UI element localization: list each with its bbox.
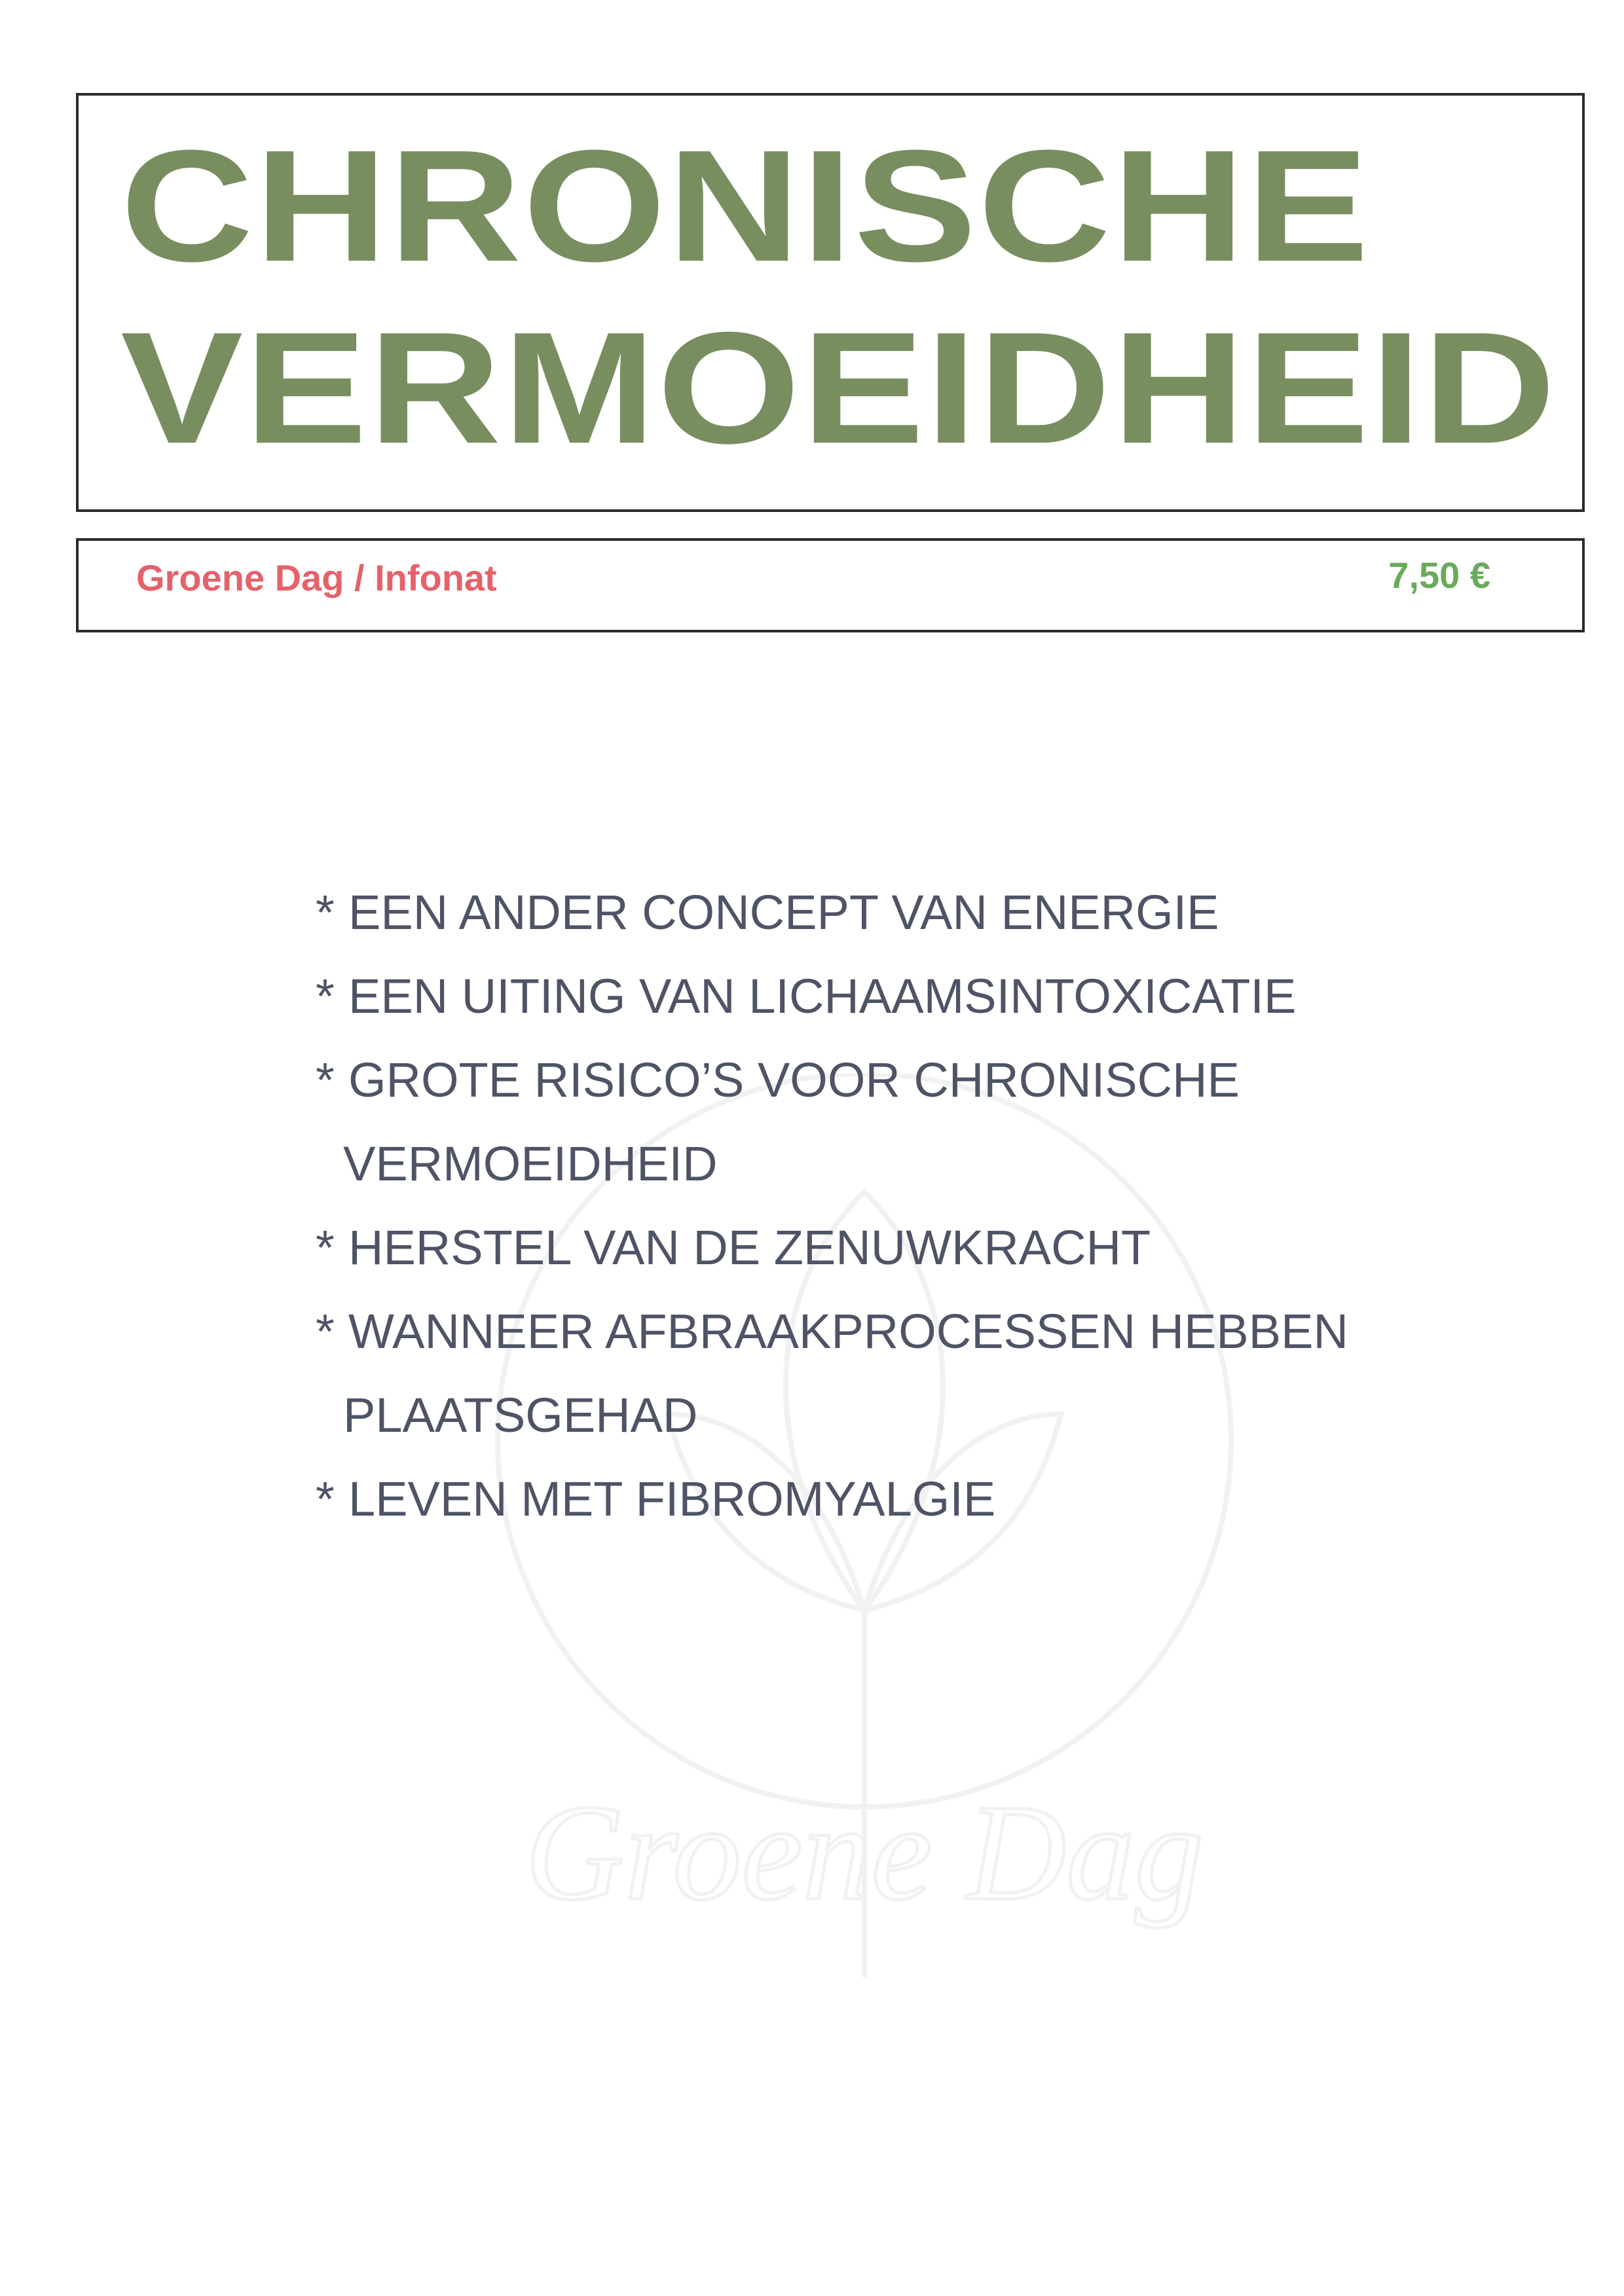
bullet-marker: * — [316, 1220, 335, 1275]
topic-item — [316, 1457, 1468, 1541]
topic-item — [316, 1290, 1468, 1457]
bullet-marker: * — [316, 1304, 335, 1358]
topic-text: LEVEN MET FIBROMYALGIE — [348, 1472, 996, 1526]
info-bar — [76, 538, 1585, 632]
topic-text: PLAATSGEHAD — [343, 1388, 698, 1442]
topic-text: EEN ANDER CONCEPT VAN ENERGIE — [348, 885, 1219, 939]
publisher-label: Groene Dag / Infonat — [136, 557, 497, 598]
topic-item — [316, 871, 1468, 955]
bullet-marker: * — [316, 1472, 335, 1526]
topic-text: EEN UITING VAN LICHAAMSINTOXICATIE — [348, 969, 1297, 1023]
title-line-2: VERMOEIDHEID — [120, 299, 1557, 477]
topic-item — [316, 955, 1468, 1038]
topic-text: VERMOEIDHEID — [343, 1137, 718, 1191]
topic-text: HERSTEL VAN DE ZENUWKRACHT — [348, 1220, 1151, 1275]
bullet-marker: * — [316, 969, 335, 1023]
bullet-marker: * — [316, 1053, 335, 1107]
title-line-1: CHRONISCHE — [120, 117, 1371, 295]
topic-text: GROTE RISICO’S VOOR CHRONISCHE — [348, 1053, 1240, 1107]
watermark-text: Groene Dag — [525, 1777, 1204, 1929]
topic-list — [316, 871, 1468, 1541]
topic-item — [316, 1038, 1468, 1206]
topic-item — [316, 1206, 1468, 1290]
topic-text: WANNEER AFBRAAKPROCESSEN HEBBEN — [348, 1304, 1348, 1358]
title-box — [76, 93, 1585, 512]
bullet-marker: * — [316, 885, 335, 939]
price-label: 7,50 € — [1388, 555, 1490, 596]
